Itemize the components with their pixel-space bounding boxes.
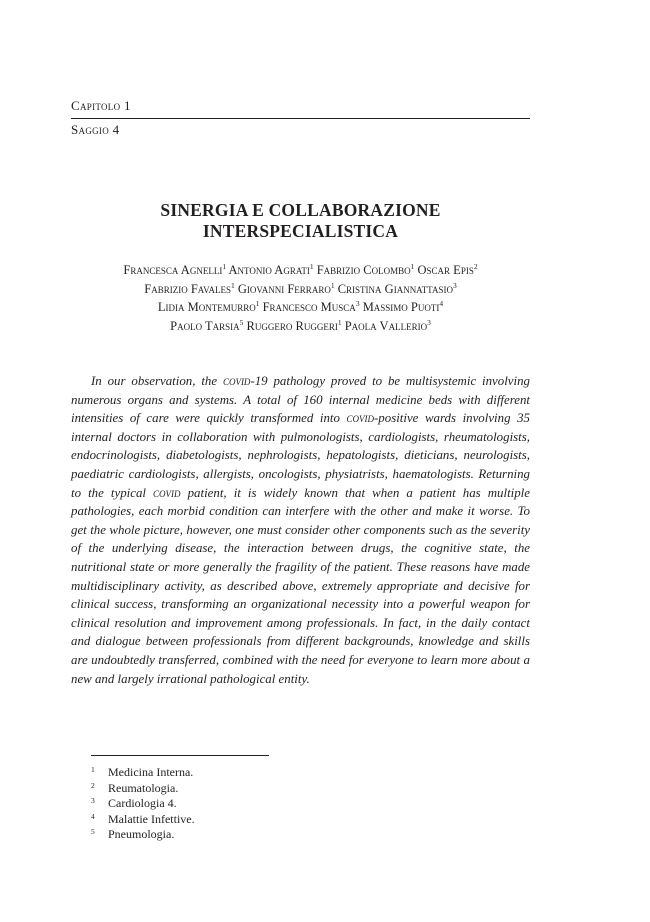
author-affiliation-number: 1 — [330, 280, 335, 290]
footnote: 3 Cardiologia 4. — [91, 796, 177, 810]
author-affiliation-number: 1 — [222, 262, 227, 271]
footnote-text: Pneumologia. — [108, 827, 175, 841]
author-line — [71, 317, 530, 336]
footnote-text: Medicina Interna. — [108, 765, 194, 779]
author — [317, 263, 415, 277]
author-name: Fabrizio Favales — [144, 281, 231, 296]
author-name: Lidia Montemurro — [157, 300, 256, 314]
author — [247, 319, 342, 333]
abstract-text: -positive wards involving 35 internal doctors in collaboration with pulmonologists, cardiologists, rheumatologists, endocrinologists, diabetologists, nephrologists, hepatologists, dieticians, neurologists, paediatric cardiologists, allergists, oncologists, physiatrists, haematologists. Returning to the typical — [71, 411, 530, 500]
author-name: Paolo Tarsia — [170, 318, 240, 333]
author-name: Antonio Agrati — [228, 263, 310, 277]
author — [170, 319, 243, 333]
paper-title — [71, 200, 530, 242]
author-affiliation-number: 1 — [231, 280, 235, 290]
footnote: 2 Reumatologia. — [91, 780, 179, 795]
author-affiliation-number: 5 — [239, 317, 244, 327]
abstract-text: patient, it is widely known that when a patient has multiple pathologies, each morbid condition can interfere with the other and make it worse. To get the whole picture, however, one must consider other components such as the severity of the underlying disease, the interaction between drugs, the cognitive state, the nutritional state or more generally the fragility of the patient. These reasons have made multidisciplinary activity, as described above, extremely appropriate and decisive for clinical success, transforming an organizational necessity into a powerful weapon for clinical resolution and improvement among professionals. In fact, in the daily contact and dialogue between professionals from different backgrounds, knowledge and skills are undoubtedly transferred, combined with the need for everyone to learn more about a new and largely irrational pathological entity. — [71, 485, 530, 686]
essay-label: Saggio 4 — [71, 122, 120, 137]
author-line — [71, 280, 530, 299]
abstract — [71, 372, 530, 688]
footnote-text: Malattie Infettive. — [108, 811, 195, 826]
author — [418, 263, 478, 277]
author — [123, 263, 226, 277]
footnote-rule — [91, 755, 269, 756]
author-list — [71, 261, 530, 335]
footnote: 5 Pneumologia. — [91, 827, 175, 841]
author — [263, 300, 360, 314]
footnote-text: Reumatologia. — [108, 780, 179, 795]
author-affiliation-number: 1 — [337, 317, 342, 327]
author — [238, 282, 335, 296]
author-line — [71, 261, 530, 280]
abstract-text: In our observation, the — [91, 374, 223, 388]
author-affiliation-number: 3 — [355, 299, 360, 308]
footnote: 4 Malattie Infettive. — [91, 811, 195, 826]
footnote-text: Cardiologia 4. — [108, 796, 177, 810]
abstract-covid-term: covid — [346, 411, 375, 426]
author-name: Cristina Giannattasio — [337, 281, 453, 296]
author — [158, 300, 260, 314]
author-line — [71, 298, 530, 317]
running-header — [71, 98, 530, 138]
abstract-covid-term: covid — [153, 485, 181, 500]
abstract-covid-term: covid — [222, 374, 251, 388]
author-name: Ruggero Ruggeri — [246, 318, 338, 333]
author — [363, 300, 443, 314]
author-affiliation-number: 1 — [410, 262, 415, 271]
footnotes — [91, 765, 195, 843]
chapter-label: Capitolo 1 — [71, 98, 131, 113]
author — [144, 282, 234, 296]
author — [229, 263, 314, 277]
author-name: Oscar Epis — [417, 263, 474, 277]
author-name: Paola Vallerio — [344, 318, 428, 333]
author-affiliation-number: 1 — [309, 262, 314, 271]
author-name: Francesco Musca — [262, 300, 356, 314]
author — [338, 282, 457, 296]
author — [345, 319, 431, 333]
author-name: Giovanni Ferraro — [237, 281, 331, 296]
title-line: SINERGIA E COLLABORAZIONE — [160, 200, 441, 220]
author-affiliation-number: 3 — [427, 317, 431, 327]
footnote: 1 Medicina Interna. — [91, 765, 194, 779]
author-name: Massimo Puoti — [362, 300, 440, 314]
author-affiliation-number: 1 — [255, 299, 260, 308]
author-name: Fabrizio Colombo — [316, 263, 411, 277]
author-name: Francesca Agnelli — [123, 263, 223, 277]
abstract-text: -19 pathology proved to be multisystemic involving numerous organs and systems. A total of 160 internal medicine beds with different intensities of care were quickly transformed into — [71, 374, 530, 426]
author-affiliation-number: 3 — [452, 280, 457, 290]
author-affiliation-number: 4 — [439, 299, 444, 308]
title-line: INTERSPECIALISTICA — [202, 221, 399, 241]
author-affiliation-number: 2 — [473, 262, 478, 271]
